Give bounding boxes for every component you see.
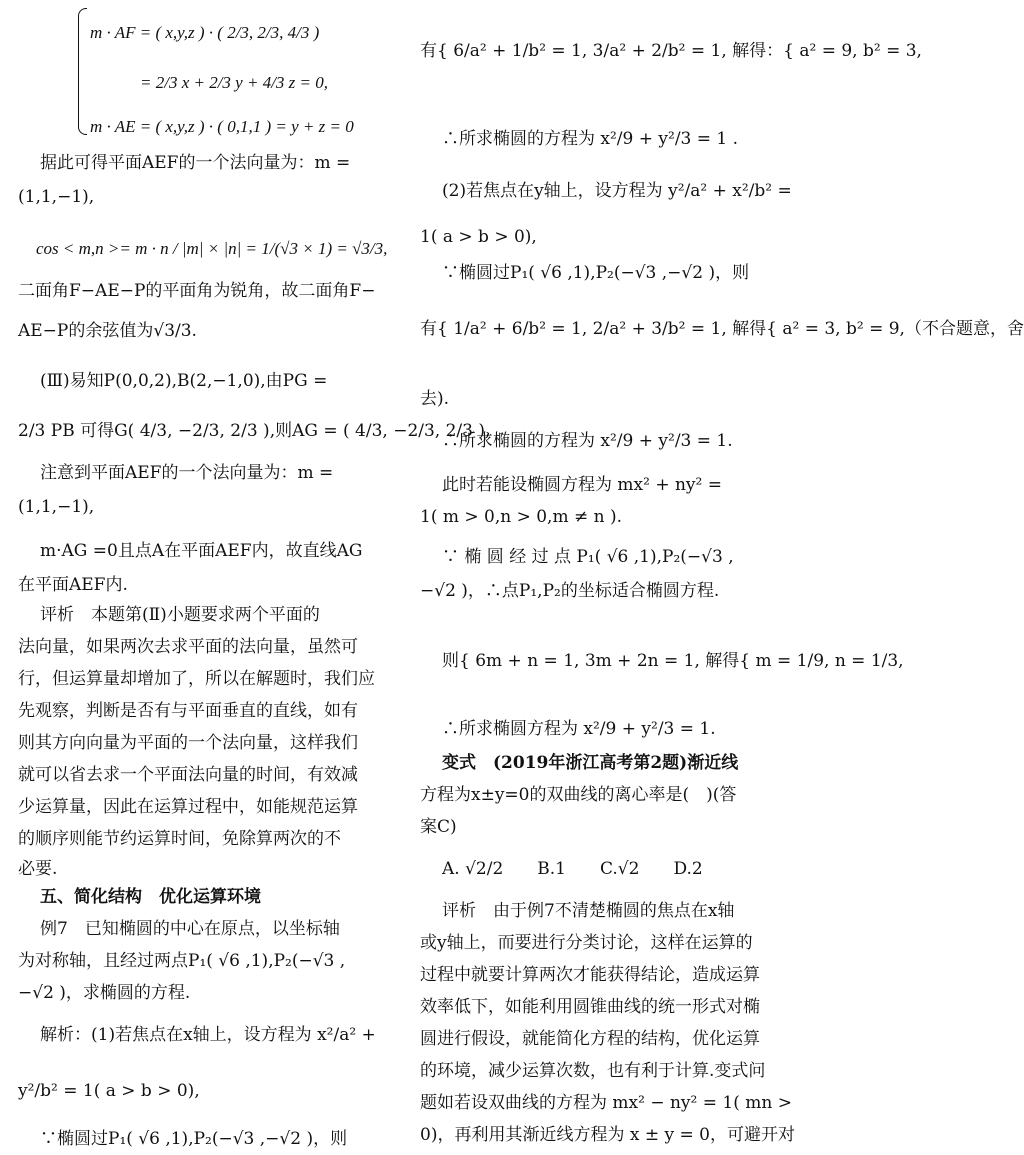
text-line: m·AG =0且点A在平面AEF内，故直线AG [40,541,363,561]
options-line: A. √2/2 B.1 C.√2 D.2 [442,859,703,879]
eq-system: 有{ 6/a² + 1/b² = 1, 3/a² + 2/b² = 1, 解得：{ a² = 9, b² = 3, [420,41,922,61]
section-heading: 五、简化结构 优化运算环境 [40,887,261,907]
text-line: ∵椭圆过P₁( √6 ,1),P₂(−√3 ,−√2 )，则 [40,1129,348,1149]
eq-line: m · AF = ( x,y,z ) · ( 2/3, 2/3, 4/3 ) [90,23,320,42]
text-line: 则其方向向量为平面的一个法向量，这样我们 [18,733,358,753]
text-line: 法向量，如果两次去求平面的法向量，虽然可 [18,637,358,657]
text-line: 在平面AEF内. [18,575,128,595]
text-line: 的顺序则能节约运算时间，免除算两次的不 [18,829,341,849]
eq-line: m · AE = ( x,y,z ) · ( 0,1,1 ) = y + z = 0 [90,117,354,136]
text-line: 过程中就要计算两次才能获得结论，造成运算 [420,965,760,985]
text-line: (Ⅲ)易知P(0,0,2),B(2,−1,0),由PG = [40,371,328,391]
text-line: ∴所求椭圆的方程为 x²/9 + y²/3 = 1 . [442,129,739,149]
text-line: ∴所求椭圆的方程为 x²/9 + y²/3 = 1. [442,431,733,451]
text-line: 为对称轴，且经过两点P₁( √6 ,1),P₂(−√3 , [18,951,346,971]
text-line: 2/3 PB 可得G( 4/3, −2/3, 2/3 ),则AG = ( 4/3, −2/3, 2/3 ), [18,421,491,441]
text-line: 注意到平面AEF的一个法向量为：m = [40,463,334,483]
text-line: 1( m > 0,n > 0,m ≠ n ). [420,507,623,527]
text-line: ∴所求椭圆方程为 x²/9 + y²/3 = 1. [442,719,716,739]
text-line: 1( a > b > 0), [420,227,537,247]
text-line: 的环境，减少运算次数，也有利于计算.变式问 [420,1061,766,1081]
text-line: ∵ 椭 圆 经 过 点 P₁( √6 ,1),P₂(−√3 , [442,547,734,567]
text-line: 先观察，判断是否有与平面垂直的直线，如有 [18,701,358,721]
text-line: y²/b² = 1( a > b > 0), [18,1081,200,1101]
text-line: 圆进行假设，就能简化方程的结构，优化运算 [420,1029,760,1049]
text-line: 就可以省去求一个平面法向量的时间，有效减 [18,765,358,785]
text-line: 或y轴上，而要进行分类讨论，这样在运算的 [420,933,753,953]
text-line: 解析：(1)若焦点在x轴上，设方程为 x²/a² + [40,1025,376,1045]
text-line: −√2 )，∴点P₁,P₂的坐标适合椭圆方程. [420,581,720,601]
system-brace [78,8,87,135]
text-line: 评析 本题第(Ⅱ)小题要求两个平面的 [40,605,320,625]
text-line: 必要. [18,859,58,879]
eq-system: 则{ 6m + n = 1, 3m + 2n = 1, 解得{ m = 1/9, n = 1/3, [442,651,904,671]
text-line: 案C) [420,817,457,837]
text-line: 变式 (2019年浙江高考第2题)渐近线 [442,753,739,773]
eq-system: 有{ 1/a² + 6/b² = 1, 2/a² + 3/b² = 1, 解得{ a² = 3, b² = 9,（不合题意，舍 [420,319,1024,339]
text-line: 0)，再利用其渐近线方程为 x ± y = 0，可避开对 [420,1125,795,1145]
text-line: 少运算量，因此在运算过程中，如能规范运算 [18,797,358,817]
text-line: 去). [420,389,450,409]
text-line: 行，但运算量却增加了，所以在解题时，我们应 [18,669,375,689]
text-line: 效率低下，如能利用圆锥曲线的统一形式对椭 [420,997,760,1017]
eq-line: cos < m,n >= m · n / |m| × |n| = 1/(√3 × 1) = √3/3, [36,239,388,258]
text-line: 据此可得平面AEF的一个法向量为：m = [40,153,351,173]
text-line: 二面角F−AE−P的平面角为锐角，故二面角F− [18,281,376,301]
text-line: (2)若焦点在y轴上，设方程为 y²/a² + x²/b² = [442,181,792,201]
text-line: (1,1,−1), [18,187,95,207]
text-line: ∵椭圆过P₁( √6 ,1),P₂(−√3 ,−√2 )，则 [442,263,750,283]
text-line: AE−P的余弦值为√3/3. [18,321,197,341]
text-line: 例7 已知椭圆的中心在原点，以坐标轴 [40,919,340,939]
text-line: 题如若设双曲线的方程为 mx² − ny² = 1( mn > [420,1093,792,1113]
eq-line: = 2/3 x + 2/3 y + 4/3 z = 0, [140,73,329,92]
text-line: 此时若能设椭圆方程为 mx² + ny² = [442,475,722,495]
text-line: 评析 由于例7不清楚椭圆的焦点在x轴 [442,901,735,921]
text-line: 方程为x±y=0的双曲线的离心率是( )(答 [420,785,737,805]
text-line: (1,1,−1), [18,497,95,517]
text-line: −√2 )，求椭圆的方程. [18,983,191,1003]
